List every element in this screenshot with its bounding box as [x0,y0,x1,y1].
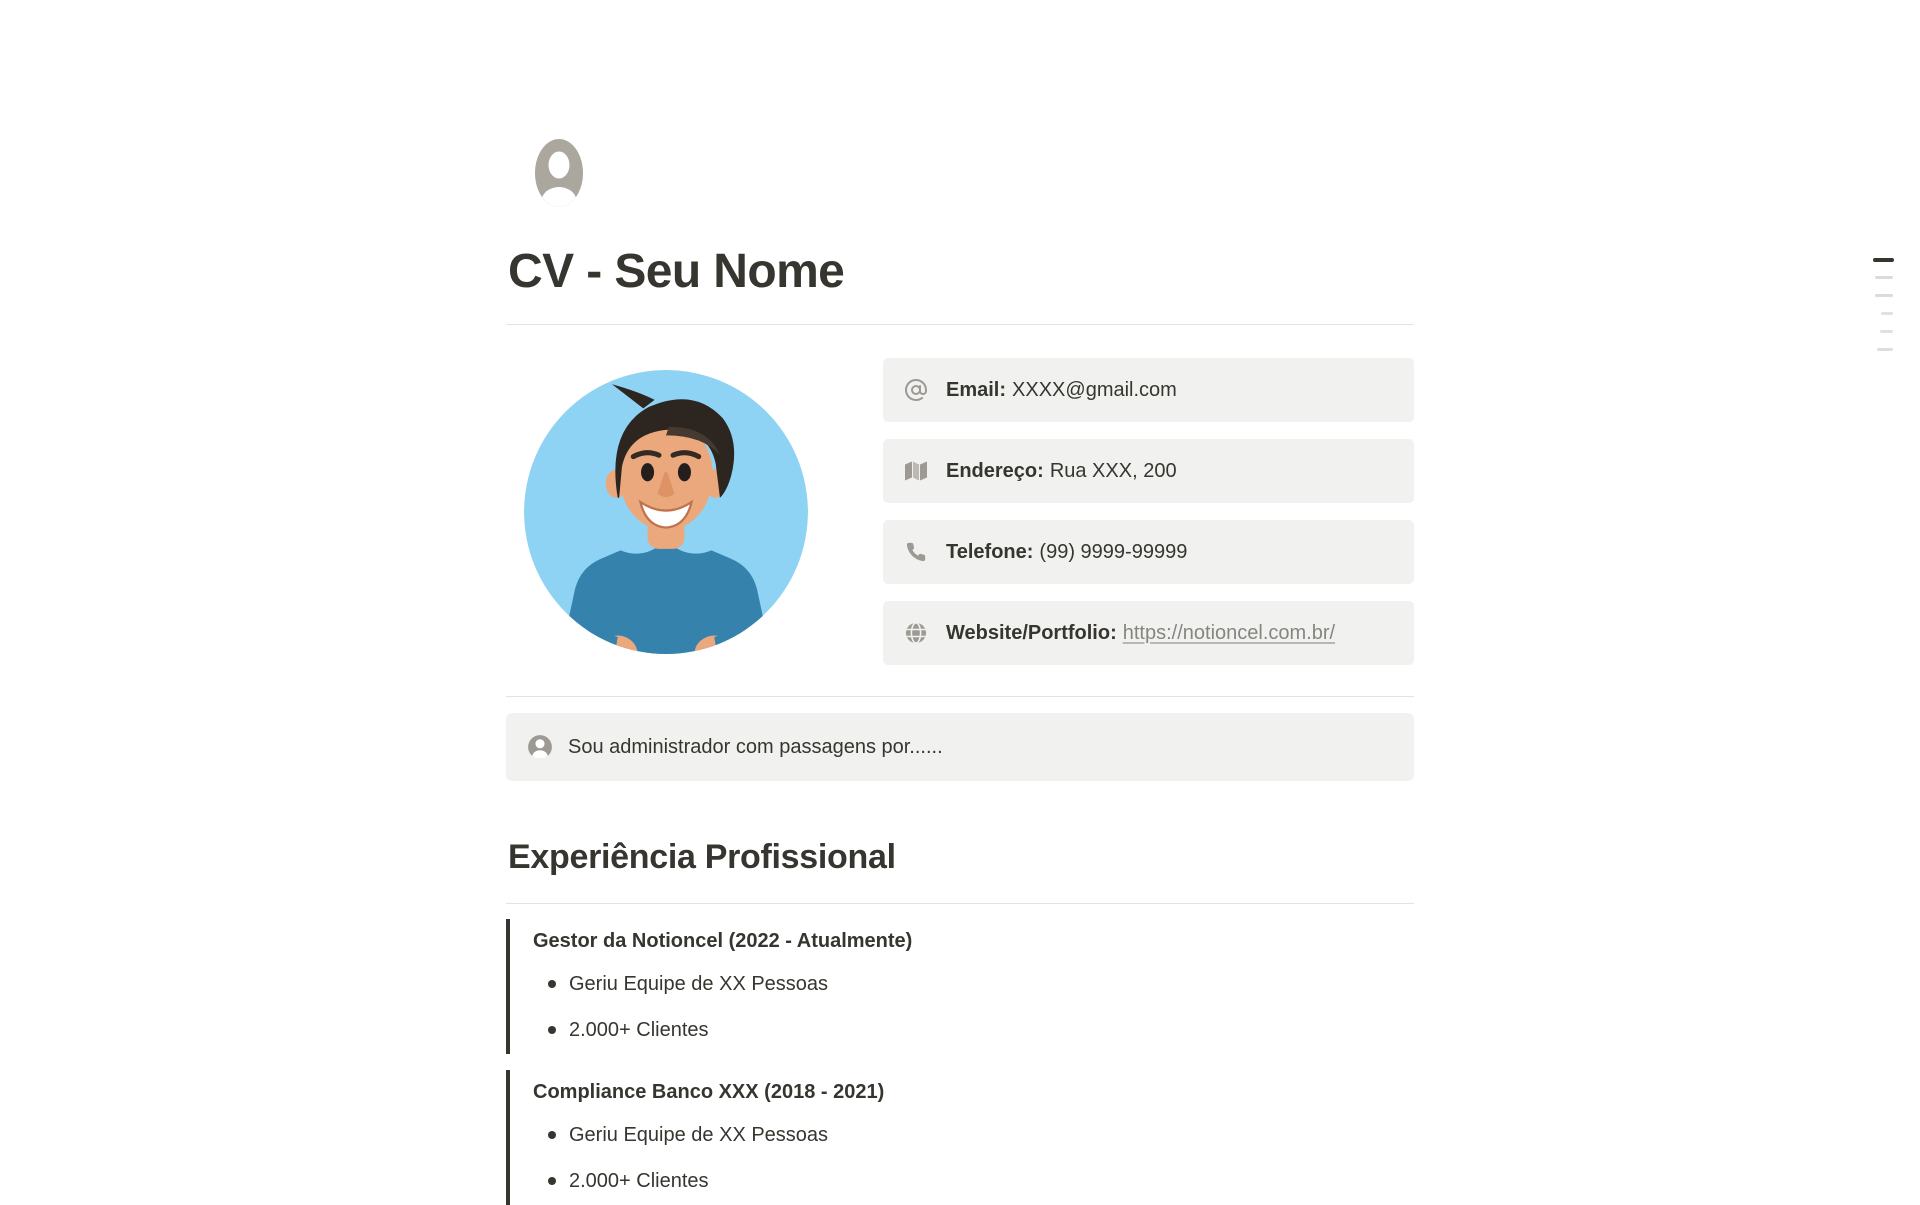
website-link[interactable]: https://notioncel.com.br/ [1122,621,1336,644]
contact-item-email [883,358,1414,422]
person-bust-icon[interactable] [522,138,596,208]
at-sign-icon [904,378,928,402]
job-title: Compliance Banco XXX (2018 - 2021) [533,1081,885,1103]
toc-dash[interactable] [1881,312,1893,315]
experience-heading: Experiência Profissional [508,838,896,876]
job-block [506,1070,1414,1205]
summary-callout [506,713,1414,781]
contact-info-list [883,358,1414,665]
job-bullet: 2.000+ Clientes [533,1166,1414,1196]
summary-text: Sou administrador com passagens por...... [568,735,943,758]
page-title: CV - Seu Nome [508,245,845,298]
divider [506,696,1414,697]
experience-list [506,919,1414,1205]
toc-dash[interactable] [1875,276,1893,279]
person-circle-icon [527,734,553,760]
profile-photo [524,370,808,654]
job-title: Gestor da Notioncel (2022 - Atualmente) [533,930,913,952]
job-bullet: 2.000+ Clientes [533,1015,1414,1045]
toc-dash-active[interactable] [1873,258,1894,262]
job-bullet: Geriu Equipe de XX Pessoas [533,969,1414,999]
job-block [506,919,1414,1054]
job-bullet-list [533,969,1414,1045]
divider [506,324,1414,325]
page-content [506,0,1414,1205]
contact-item-address [883,439,1414,503]
globe-icon [904,621,928,645]
toc-dash[interactable] [1877,348,1893,351]
map-icon [904,459,928,483]
contact-value: (99) 9999-99999 [1039,540,1188,563]
contact-item-website [883,601,1414,665]
photo-column [506,358,883,665]
divider [506,903,1414,904]
contact-label: Website/Portfolio: [946,621,1117,644]
contact-label: Telefone: [946,540,1034,563]
toc-dash[interactable] [1880,330,1893,333]
job-bullet: Geriu Equipe de XX Pessoas [533,1120,1414,1150]
phone-icon [904,540,928,564]
contact-label: Email: [946,378,1007,401]
job-bullet-list [533,1120,1414,1196]
toc-dash[interactable] [1875,294,1893,297]
contact-value: Rua XXX, 200 [1049,459,1177,482]
contact-value: XXXX@gmail.com [1012,378,1177,401]
outline-indicator [1873,258,1897,351]
contact-item-phone [883,520,1414,584]
contact-section [506,358,1414,665]
contact-label: Endereço: [946,459,1044,482]
